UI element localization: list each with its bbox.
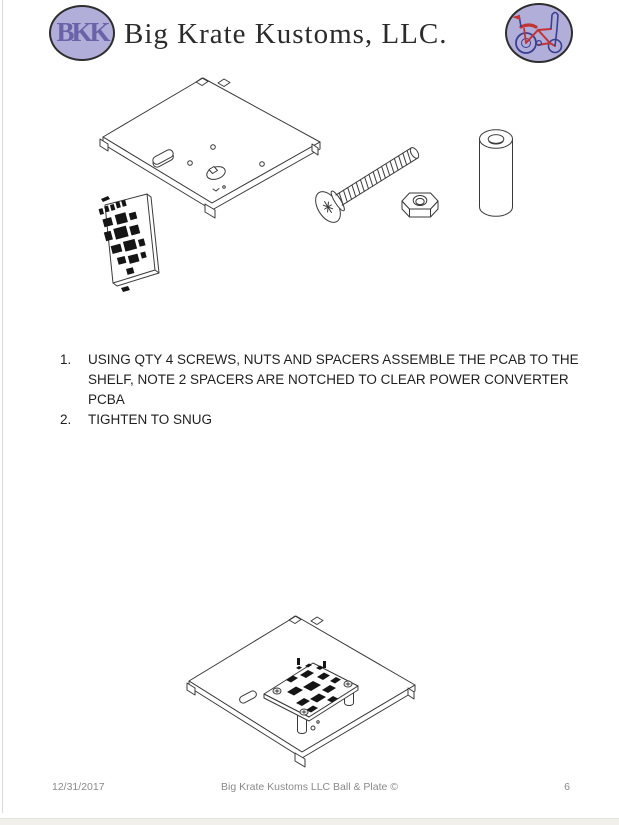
chopper-bicycle-badge — [505, 3, 573, 63]
spacer-drawing — [480, 130, 513, 216]
instruction-text: USING QTY 4 SCREWS, NUTS AND SPACERS ASSEMBLE THE PCAB TO THE SHELF, NOTE 2 SPACERS ARE NOTCHED TO CLEAR POWER CONVERTER PCBA — [88, 352, 579, 407]
shelf-plate-drawing — [100, 78, 320, 218]
instruction-item-1 — [60, 350, 579, 410]
page-bottom-edge — [0, 818, 619, 825]
chopper-bicycle-icon — [507, 5, 571, 61]
bkk-monogram: BKK — [56, 16, 108, 47]
assembled-diagram — [0, 600, 619, 770]
parts-exploded-diagram — [0, 70, 619, 310]
instruction-number: 1. — [60, 352, 72, 367]
footer-page-number: 6 — [564, 781, 570, 793]
instruction-text: TIGHTEN TO SNUG — [88, 412, 213, 427]
nut-drawing — [402, 193, 438, 217]
instruction-number: 2. — [60, 412, 72, 427]
pcba-board-drawing — [97, 194, 159, 292]
instruction-item-2 — [60, 410, 575, 430]
footer — [0, 779, 619, 799]
company-name: Big Krate Kustoms, LLC. — [124, 17, 448, 50]
header — [0, 0, 619, 70]
footer-date: 12/31/2017 — [52, 781, 105, 793]
instruction-list — [60, 350, 579, 430]
bkk-monogram-badge — [49, 5, 115, 61]
footer-doc-title: Big Krate Kustoms LLC Ball & Plate © — [221, 781, 398, 793]
